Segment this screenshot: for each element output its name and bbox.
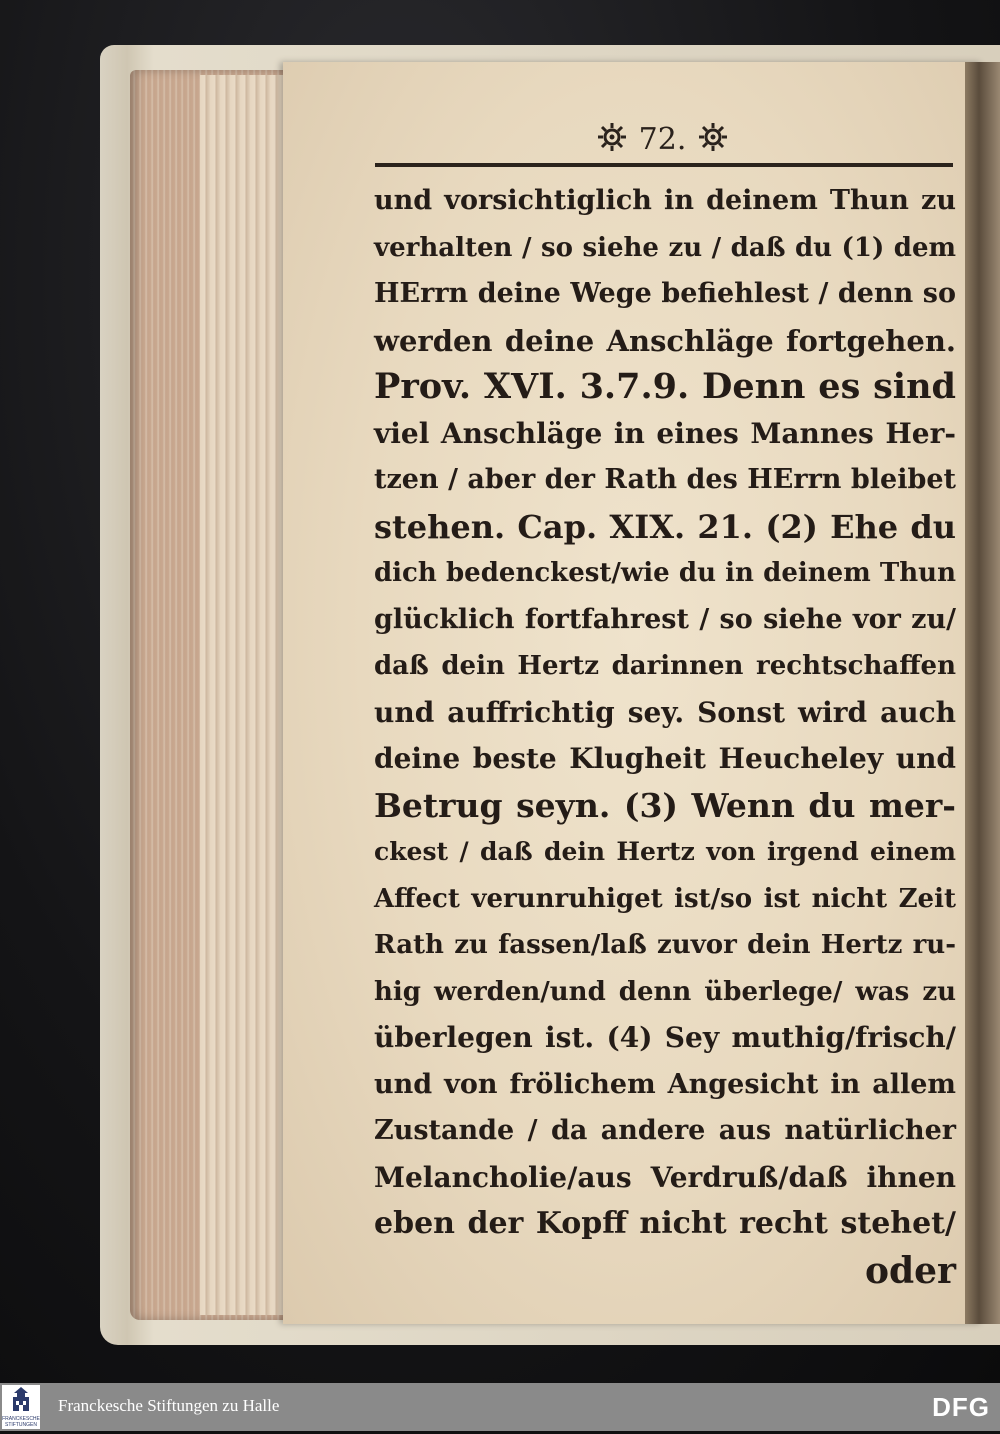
text-line: daß dein Hertz darinnen rechtschaffen xyxy=(374,651,956,681)
text-line: Prov. XVI. 3.7.9. Denn es sind xyxy=(374,366,956,407)
page-number: 72. xyxy=(638,122,687,157)
text-line: ckest / daß dein Hertz von irgend einem xyxy=(374,837,956,866)
text-line: dich bedenckest/wie du in deinem Thun xyxy=(374,558,956,588)
text-line: Melancholie/aus Verdruß/daß ihnen xyxy=(374,1160,956,1194)
page-header xyxy=(375,118,950,168)
text-line: und von frölichem Angesicht in allem xyxy=(374,1068,956,1100)
book-gutter xyxy=(965,62,1000,1324)
text-line: und vorsichtiglich in deinem Thun zu xyxy=(374,185,956,216)
header-rule xyxy=(375,163,953,167)
text-line: viel Anschläge in eines Mannes Her- xyxy=(374,416,956,450)
text-line: HErrn deine Wege befiehlest / denn so xyxy=(374,278,956,309)
page-text xyxy=(374,178,956,1294)
text-line: Rath zu fassen/laß zuvor dein Hertz ru- xyxy=(374,930,956,960)
svg-text:FRANCKESCHE: FRANCKESCHE xyxy=(2,1416,40,1422)
text-line: hig werden/und denn überlege/ was zu xyxy=(374,976,956,1007)
text-line: Affect verunruhiget ist/so ist nicht Zeit xyxy=(374,883,956,914)
institution-name-link[interactable]: Franckesche Stiftungen zu Halle xyxy=(58,1396,280,1415)
svg-text:STIFTUNGEN: STIFTUNGEN xyxy=(5,1422,37,1428)
text-line: überlegen ist. (4) Sey muthig/frisch/ xyxy=(374,1021,956,1054)
dfg-logo[interactable]: DFG xyxy=(932,1392,990,1422)
ornament-right-icon xyxy=(698,122,728,152)
text-line: Zustande / da andere aus natürlicher xyxy=(374,1115,956,1146)
text-line: verhalten / so siehe zu / daß du (1) dem xyxy=(374,232,956,263)
page-edges-inner xyxy=(200,75,290,1315)
catchword: oder xyxy=(864,1249,956,1292)
text-line: glücklich fortfahrest / so siehe vor zu/ xyxy=(374,603,956,635)
text-line: eben der Kopff nicht recht stehet/ xyxy=(374,1206,956,1241)
text-line: Betrug seyn. (3) Wenn du mer- xyxy=(374,785,956,825)
foundation-logo-icon xyxy=(2,1385,40,1429)
text-line: stehen. Cap. XIX. 21. (2) Ehe du xyxy=(374,507,956,546)
text-line: und auffrichtig sey. Sonst wird auch xyxy=(374,695,956,729)
institution-logo[interactable] xyxy=(2,1385,40,1429)
text-line: werden deine Anschläge fortgehen. xyxy=(374,323,956,358)
text-line: deine beste Klugheit Heucheley und xyxy=(374,742,956,775)
text-line: tzen / aber der Rath des HErrn bleibet xyxy=(374,464,956,495)
